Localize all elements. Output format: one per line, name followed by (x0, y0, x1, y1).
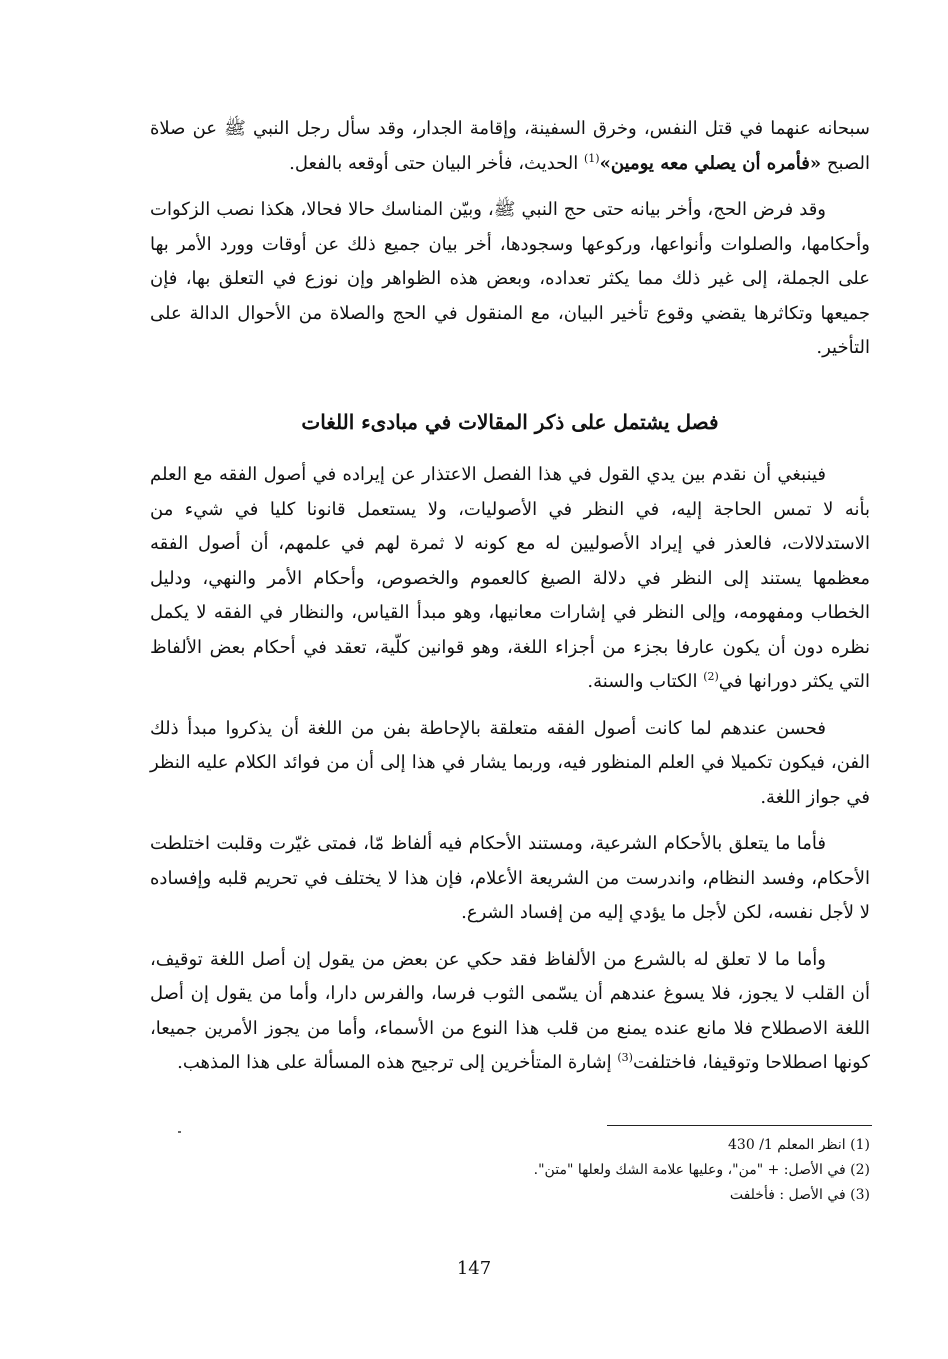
footnote-divider (607, 1125, 872, 1126)
paragraph-1: سبحانه عنهما في قتل النفس، وخرق السفينة، وإقامة الجدار، وقد سأل رجل النبي ﷺ عن صلاة الصبح «فأمره أن يصلي معه يومين»$^{(1)}$ الحديث، فأخر البيان حتى أوقعه بالفعل. (150, 118, 870, 174)
top-text (150, 112, 870, 378)
hadith-quote: «فأمره أن يصلي معه يومين» (599, 152, 822, 174)
paragraph-5: فأما ما يتعلق بالأحكام الشرعية، ومستند الأحكام فيه ألفاظ مّا، فمتى غيّرت وقلبت اختلطت الأحكام، وفسد النظام، واندرست من الشريعة الأعلام، فإن هذا لا يختلف في تحريم قلبه وإفساده لا لأجل نفسه، لكن لأجل ما يؤدي إليه من إفساد الشرع. (150, 833, 870, 923)
footnotes (300, 1133, 870, 1208)
paragraph-2: وقد فرض الحج، وأخر بيانه حتى حج النبي ﷺ، وبيّن المناسك حالا فحالا، هكذا نصب الزكوات وأحكامها، والصلوات وأنواعها، وركوعها وسجودها، أخر بيان جميع ذلك عن أوقات وورد الأمر بها على الجملة، إلى غير ذلك مما يكثر تعداده، وبعض هذه الظواهر وإن نوزع في التعلق بها، فإن جميعها وتكاثرها يقضي وقوع تأخير البيان، مع المنقول في الحج والصلاة من الأحوال الدالة على التأخير. (150, 199, 870, 358)
footnote-ref-3[interactable]: (3) (617, 1051, 633, 1064)
paragraph-3: فينبغي أن نقدم بين يدي القول في هذا الفصل الاعتذار عن إيراده في أصول الفقه مع العلم بأنه لا تمس الحاجة إليه، في النظر في الأصوليات، ولا يستعمل قانونا كليا في شيء من الاستدلالات، فالعذر في إيراد الأصوليين له مع كونه لا ثمرة لهم في علمهم، أن أصول الفقه معظمها يستند إلى النظر في دلالة الصيغ كالعموم والخصوص، وأحكام الأمر والنهي، ودليل الخطاب ومفهومه، وإلى النظر في إشارات معانيها، وهو مبدأ القياس، والنظار في الفقه لا يكمل نظره دون أن يكون عارفا بجزء من أجزاء اللغة، وهو قوانين كلّية، تعقد في أحكام بعض الألفاظ التي يكثر دورانها في$^{(2)}$ الكتاب والسنة. (150, 464, 870, 692)
section-heading: فصل يشتمل على ذكر المقالات في مبادىء اللغات (301, 410, 719, 434)
footnote-ref-2[interactable]: (2) (703, 670, 719, 683)
scan-speck (178, 1131, 181, 1133)
section-body (150, 458, 870, 1093)
page-number: 147 (456, 1258, 492, 1279)
footnote-2: (2) في الأصل: + "من"، وعليها علامة الشك ولعلها "متن". (533, 1162, 870, 1178)
footnote-1: (1) انظر المعلم 1/ 430 (728, 1137, 870, 1153)
paragraph-6: وأما ما لا تعلق له بالشرع من الألفاظ فقد حكي عن بعض من يقول إن أصل اللغة توقيف، أن القلب لا يجوز، فلا يسوغ عندهم أن يسّمى الثوب فرسا، والفرس دارا، وأما من يقول إن أصل اللغة الاصطلاح فلا مانع عنده يمنع من قلب هذا النوع من الأسماء، وأما من يجوز الأمرين جميعا، كونها اصطلاحا وتوقيفا، فاختلفت$^{(3)}$ إشارة المتأخرين إلى ترجيح هذه المسألة على هذا المذهب. (150, 948, 870, 1073)
paragraph-4: فحسن عندهم لما كانت أصول الفقه متعلقة بالإحاطة بفن من اللغة أن يذكروا مبدأ ذلك الفن، فيكون تكميلا في العلم المنظور فيه، وربما يشار في هذا إلى أن من فوائد الكلام عليه النظر في جواز اللغة. (150, 717, 870, 808)
footnote-3: (3) في الأصل : فأخلفت (729, 1187, 870, 1203)
footnote-ref-1[interactable]: (1) (584, 151, 600, 165)
